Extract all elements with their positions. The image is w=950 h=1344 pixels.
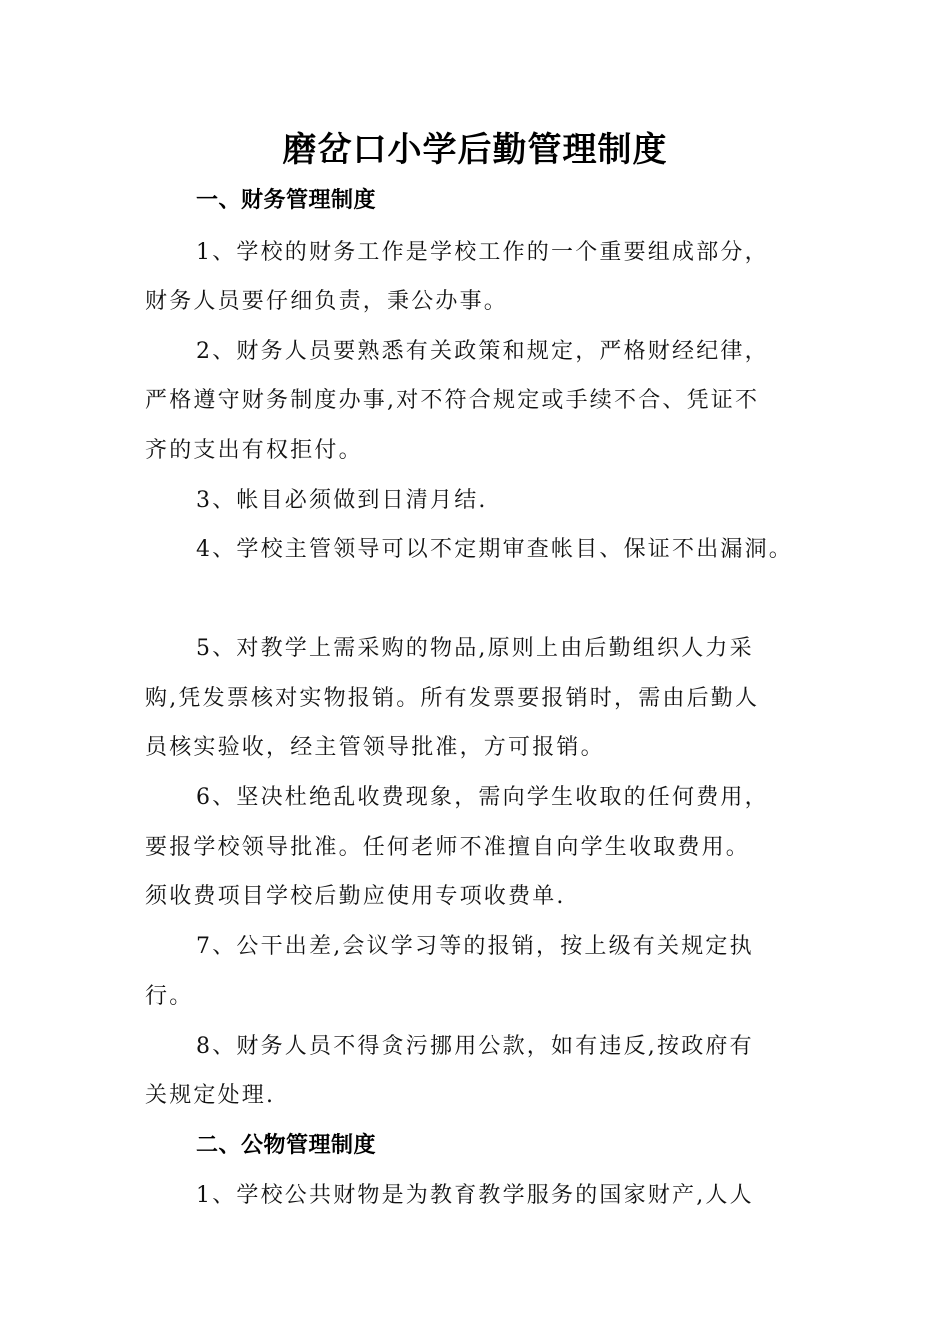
paragraph-line: 要报学校领导批准。任何老师不准擅自向学生收取费用。 — [145, 835, 751, 860]
paragraph-line: 齐的支出有权拒付。 — [145, 438, 363, 463]
paragraph-line: 8、财务人员不得贪污挪用公款，如有违反,按政府有 — [196, 1034, 754, 1059]
paragraph-line: 财务人员要仔细负责，秉公办事。 — [145, 289, 509, 314]
paragraph-line: 行。 — [145, 984, 194, 1009]
section-heading-property: 二、公物管理制度 — [196, 1133, 377, 1158]
paragraph-line: 3、帐目必须做到日清月结. — [196, 488, 488, 513]
paragraph-line: 1、学校公共财物是为教育教学服务的国家财产,人人 — [196, 1183, 754, 1208]
paragraph-line: 4、学校主管领导可以不定期审查帐目、保证不出漏洞。 — [196, 537, 793, 562]
paragraph-line: 须收费项目学校后勤应使用专项收费单. — [145, 884, 566, 909]
paragraph-line: 关规定处理. — [145, 1083, 276, 1108]
section-heading-finance: 一、财务管理制度 — [196, 188, 377, 213]
paragraph-line: 1、学校的财务工作是学校工作的一个重要组成部分， — [196, 240, 769, 265]
page-title: 磨岔口小学后勤管理制度 — [282, 130, 668, 170]
paragraph-line: 员核实验收，经主管领导批准，方可报销。 — [145, 735, 605, 760]
paragraph-line: 购,凭发票核对实物报销。所有发票要报销时，需由后勤人 — [145, 686, 760, 711]
paragraph-line: 6、坚决杜绝乱收费现象，需向学生收取的任何费用， — [196, 785, 769, 810]
paragraph-line: 2、财务人员要熟悉有关政策和规定，严格财经纪律， — [196, 339, 769, 364]
paragraph-line: 7、公干出差,会议学习等的报销，按上级有关规定执 — [196, 934, 754, 959]
paragraph-line: 严格遵守财务制度办事,对不符合规定或手续不合、凭证不 — [145, 388, 760, 413]
paragraph-line: 5、对教学上需采购的物品,原则上由后勤组织人力采 — [196, 636, 754, 661]
